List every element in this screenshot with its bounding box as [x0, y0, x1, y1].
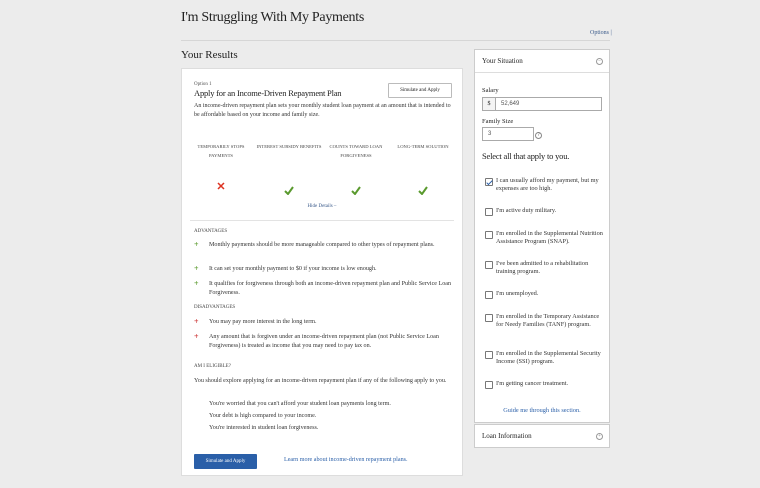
- guide-link[interactable]: Guide me through this section.: [503, 407, 581, 414]
- feature-long-term: [390, 142, 456, 151]
- checkbox-label[interactable]: I'm unemployed.: [496, 290, 539, 297]
- advantage-text: Monthly payments should be more manageable compared to other types of repayment plans.: [209, 242, 435, 248]
- eligible-heading: AM I ELIGIBLE?: [194, 364, 231, 369]
- advantage-item: [194, 265, 452, 274]
- simulate-apply-button[interactable]: Simulate and Apply: [388, 83, 452, 98]
- advantages-heading: ADVANTAGES: [194, 229, 228, 234]
- plus-icon: +: [194, 264, 199, 273]
- plus-icon: +: [194, 240, 199, 249]
- salary-prefix: $: [482, 97, 496, 111]
- option-title: Apply for an Income-Driven Repayment Plan: [194, 88, 342, 98]
- situation-panel: [474, 49, 610, 423]
- checkbox-rehab[interactable]: [485, 261, 493, 269]
- checkbox-tanf[interactable]: [485, 314, 493, 322]
- disadvantages-heading: DISADVANTAGES: [194, 305, 236, 310]
- checkmark-icon: [418, 182, 428, 192]
- advantage-item: [194, 241, 452, 250]
- simulate-apply-button-bottom[interactable]: Simulate and Apply: [194, 454, 257, 469]
- advantage-text: It qualifies for forgiveness through both an income-driven repayment plan and Public Service Loan Forgiveness.: [209, 281, 452, 296]
- advantage-text: It can set your monthly payment to $0 if your income is low enough.: [209, 266, 377, 272]
- disadvantage-text: You may pay more interest in the long term.: [209, 319, 317, 325]
- x-icon: ✕: [216, 181, 226, 193]
- minus-icon: +: [194, 317, 199, 326]
- checkbox-label[interactable]: I'm enrolled in the Supplemental Nutrition Assistance Program (SNAP).: [496, 230, 603, 246]
- eligible-description: You should explore applying for an income-driven repayment plan if any of the following apply to you.: [194, 378, 447, 384]
- eligible-item: You're worried that you can't afford your student loan payments long term.: [209, 401, 391, 407]
- checkbox-label[interactable]: I'm enrolled in the Temporary Assistance for Needy Families (TANF) program.: [496, 313, 600, 329]
- feature-label: INTEREST SUBSIDY BENEFITS: [256, 144, 322, 149]
- loan-info-heading: Loan Information: [482, 432, 532, 440]
- salary-label: Salary: [482, 87, 499, 94]
- plus-icon: +: [194, 279, 199, 288]
- salary-input[interactable]: 52,649: [495, 97, 602, 111]
- feature-temporarily-stops: [188, 142, 254, 160]
- advantage-item: [194, 280, 452, 297]
- family-size-input[interactable]: 3: [482, 127, 534, 141]
- feature-label: TEMPORARILY STOPS PAYMENTS: [197, 144, 245, 158]
- collapse-icon[interactable]: −: [596, 58, 603, 65]
- hide-details-link[interactable]: Hide Details –: [307, 204, 337, 209]
- select-heading: Select all that apply to you.: [482, 151, 570, 161]
- checkbox-snap[interactable]: [485, 231, 493, 239]
- divider: [190, 220, 454, 221]
- family-size-label: Family Size: [482, 118, 514, 125]
- option-card: [181, 68, 463, 476]
- eligible-item: Your debt is high compared to your income.: [209, 413, 317, 419]
- checkmark-icon: [351, 182, 361, 192]
- option-label: Option 1: [194, 82, 212, 87]
- checkbox-ssi[interactable]: [485, 351, 493, 359]
- disadvantage-item: [194, 333, 452, 350]
- page-title: I'm Struggling With My Payments: [181, 10, 364, 25]
- disadvantage-item: [194, 318, 452, 327]
- checkbox-label[interactable]: I'm active duty military.: [496, 207, 557, 214]
- learn-more-link[interactable]: Learn more about income-driven repayment plans.: [284, 457, 408, 463]
- checkmark-icon: [284, 182, 294, 192]
- checkbox-military[interactable]: [485, 208, 493, 216]
- panel-divider: [475, 72, 609, 73]
- options-link[interactable]: Options |: [590, 30, 612, 36]
- feature-label: COUNTS TOWARD LOAN FORGIVENESS: [329, 144, 383, 158]
- checkbox-cancer[interactable]: [485, 381, 493, 389]
- expand-icon[interactable]: +: [596, 433, 603, 440]
- results-heading: Your Results: [181, 49, 238, 61]
- title-divider: [181, 40, 610, 41]
- checkbox-label[interactable]: I'm enrolled in the Supplemental Security Income (SSI) program.: [496, 350, 601, 366]
- checkbox-label[interactable]: I'm getting cancer treatment.: [496, 380, 569, 387]
- disadvantage-text: Any amount that is forgiven under an income-driven repayment plan (not Public Service Loan Forgiveness) is treated as income that you may need to pay tax on.: [209, 334, 439, 349]
- checkbox-expenses[interactable]: [485, 178, 493, 186]
- option-description: An income-driven repayment plan sets your monthly student loan payment at an amount that is intended to be affordable based on your income and family size.: [194, 103, 451, 119]
- feature-interest-subsidy: [256, 142, 322, 151]
- feature-counts-forgiveness: [323, 142, 389, 160]
- feature-label: LONG-TERM SOLUTION: [397, 144, 449, 149]
- eligible-item: You're interested in student loan forgiveness.: [209, 425, 319, 431]
- checkbox-label[interactable]: I've been admitted to a rehabilitation training program.: [496, 260, 589, 276]
- minus-icon: +: [194, 332, 199, 341]
- checkbox-label[interactable]: I can usually afford my payment, but my expenses are too high.: [496, 177, 599, 193]
- checkbox-unemployed[interactable]: [485, 291, 493, 299]
- help-icon[interactable]: ?: [535, 132, 542, 139]
- situation-heading: Your Situation: [482, 57, 523, 65]
- loan-info-panel[interactable]: [474, 424, 610, 448]
